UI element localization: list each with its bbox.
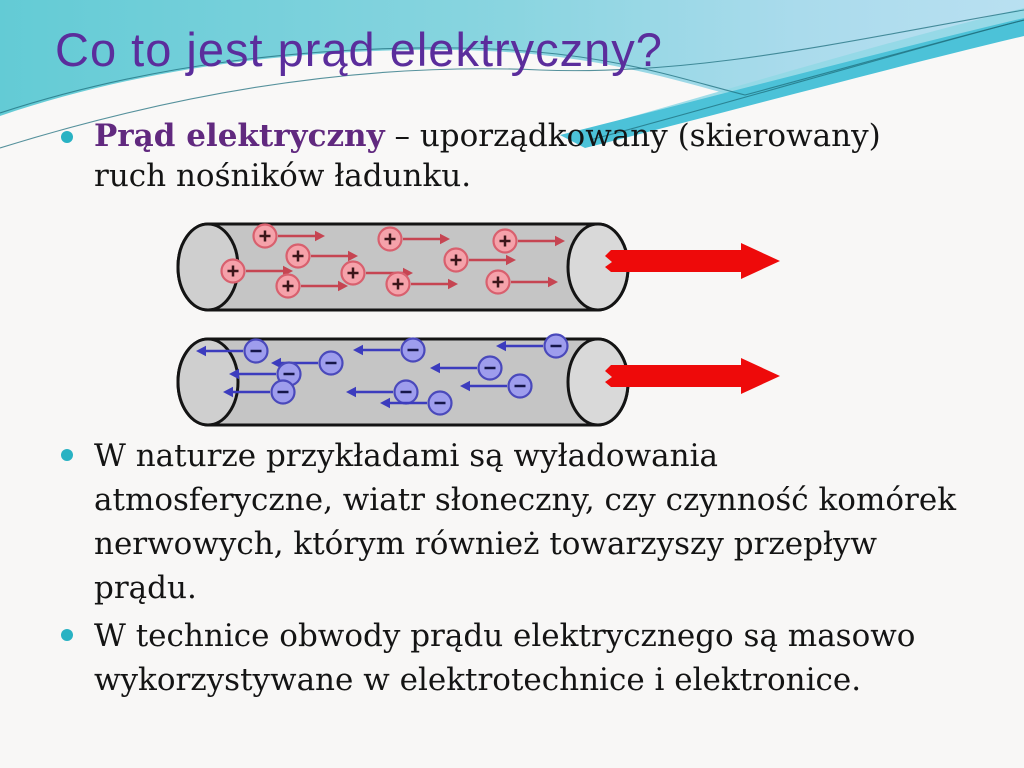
current-flow-arrow [605, 243, 780, 279]
bullet-line: atmosferyczne, wiatr słoneczny, czy czynność komórek [94, 482, 956, 518]
bullet-line: nerwowych, którym również towarzyszy przepływ [94, 526, 878, 562]
bullet-dot [61, 131, 73, 143]
term-lead: Prąd elektryczny [94, 118, 385, 154]
bullet-line: wykorzystywane w elektrotechnice i elektronice. [94, 662, 862, 698]
bullet-line: ruch nośników ładunku. [94, 158, 472, 194]
conductor-positive [178, 224, 628, 310]
page-title: Co to jest prąd elektryczny? [55, 23, 663, 76]
current-flow-arrow [605, 358, 780, 394]
bullet-definition [94, 116, 994, 196]
definition-text: – uporządkowany (skierowany) [384, 118, 881, 154]
bullet-line: W naturze przykładami są wyładowania [94, 438, 718, 474]
bullet-line: prądu. [94, 570, 197, 606]
bullet-line [94, 116, 994, 156]
cylinder-body [178, 224, 628, 310]
bullet-line: W technice obwody prądu elektrycznego są masowo [94, 618, 916, 654]
current-diagram [168, 216, 788, 444]
bullet-nature-examples [94, 434, 994, 610]
bullet-technology [94, 614, 994, 702]
bullet-dot [61, 629, 73, 641]
bullet-dot [61, 449, 73, 461]
